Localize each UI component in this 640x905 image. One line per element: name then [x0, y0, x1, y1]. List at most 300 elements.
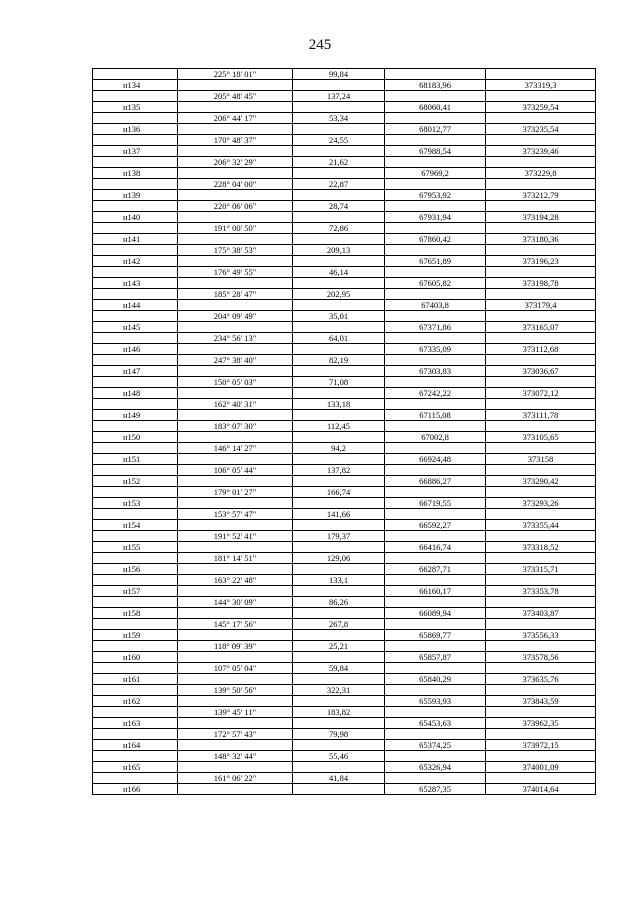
empty-cell — [93, 553, 178, 564]
segment-distance: 25,21 — [293, 641, 385, 652]
coordinate-x: 66719,55 — [385, 498, 486, 509]
empty-cell — [486, 179, 596, 190]
coordinates-table — [92, 68, 596, 795]
empty-cell — [293, 696, 385, 707]
segment-distance: 166,74 — [293, 487, 385, 498]
point-row — [93, 762, 596, 773]
empty-cell — [293, 124, 385, 135]
coordinate-y: 373355,44 — [486, 520, 596, 531]
empty-cell — [486, 289, 596, 300]
empty-cell — [293, 410, 385, 421]
empty-cell — [178, 454, 293, 465]
empty-cell — [486, 311, 596, 322]
point-name: н165 — [93, 762, 178, 773]
empty-cell — [178, 256, 293, 267]
point-name: н164 — [93, 740, 178, 751]
segment-distance: 22,87 — [293, 179, 385, 190]
empty-cell — [178, 586, 293, 597]
empty-cell — [385, 531, 486, 542]
empty-cell — [93, 685, 178, 696]
empty-cell — [93, 355, 178, 366]
point-name: н155 — [93, 542, 178, 553]
segment-distance: 82,19 — [293, 355, 385, 366]
segment-row — [93, 399, 596, 410]
empty-cell — [293, 608, 385, 619]
segment-angle: 234° 56' 13" — [178, 333, 293, 344]
empty-cell — [178, 300, 293, 311]
point-row — [93, 344, 596, 355]
empty-cell — [178, 498, 293, 509]
empty-cell — [178, 432, 293, 443]
segment-angle: 175° 38' 53" — [178, 245, 293, 256]
page-number: 245 — [308, 37, 332, 53]
point-row — [93, 80, 596, 91]
empty-cell — [178, 542, 293, 553]
point-row — [93, 410, 596, 421]
coordinate-y: 373319,3 — [486, 80, 596, 91]
coordinate-x: 67860,42 — [385, 234, 486, 245]
segment-row — [93, 531, 596, 542]
point-name: н152 — [93, 476, 178, 487]
point-name: н141 — [93, 234, 178, 245]
coordinate-y: 373165,07 — [486, 322, 596, 333]
segment-distance: 24,55 — [293, 135, 385, 146]
empty-cell — [178, 520, 293, 531]
segment-angle: 191° 52' 41" — [178, 531, 293, 542]
empty-cell — [293, 542, 385, 553]
coordinate-y: 373105,65 — [486, 432, 596, 443]
segment-row — [93, 575, 596, 586]
empty-cell — [178, 102, 293, 113]
segment-row — [93, 751, 596, 762]
empty-cell — [385, 201, 486, 212]
empty-cell — [293, 212, 385, 223]
coordinate-x: 68183,96 — [385, 80, 486, 91]
point-name: н150 — [93, 432, 178, 443]
segment-distance: 72,86 — [293, 223, 385, 234]
segment-row — [93, 267, 596, 278]
empty-cell — [178, 784, 293, 795]
empty-cell — [385, 707, 486, 718]
coordinate-y: 373239,46 — [486, 146, 596, 157]
empty-cell — [385, 245, 486, 256]
coordinate-y: 373315,71 — [486, 564, 596, 575]
point-name: н139 — [93, 190, 178, 201]
empty-cell — [93, 289, 178, 300]
empty-cell — [293, 168, 385, 179]
empty-cell — [293, 586, 385, 597]
segment-distance: 86,26 — [293, 597, 385, 608]
coordinate-x: 67931,94 — [385, 212, 486, 223]
empty-cell — [293, 652, 385, 663]
empty-cell — [178, 366, 293, 377]
empty-cell — [385, 553, 486, 564]
segment-distance: 137,24 — [293, 91, 385, 102]
segment-row — [93, 509, 596, 520]
empty-cell — [178, 344, 293, 355]
segment-distance: 71,08 — [293, 377, 385, 388]
empty-cell — [486, 135, 596, 146]
empty-cell — [385, 751, 486, 762]
empty-cell — [178, 168, 293, 179]
empty-cell — [385, 443, 486, 454]
coordinate-x: 67002,8 — [385, 432, 486, 443]
empty-cell — [385, 465, 486, 476]
coordinate-x: 67969,2 — [385, 168, 486, 179]
empty-cell — [178, 608, 293, 619]
empty-cell — [385, 663, 486, 674]
coordinate-x: 65857,87 — [385, 652, 486, 663]
point-row — [93, 608, 596, 619]
empty-cell — [178, 80, 293, 91]
empty-cell — [486, 619, 596, 630]
coordinate-y: 373353,78 — [486, 586, 596, 597]
empty-cell — [385, 509, 486, 520]
point-row — [93, 586, 596, 597]
segment-angle: 150° 05' 03" — [178, 377, 293, 388]
segment-angle: 148° 32' 44" — [178, 751, 293, 762]
segment-angle: 179° 01' 27" — [178, 487, 293, 498]
point-row — [93, 102, 596, 113]
coordinate-y: 373403,87 — [486, 608, 596, 619]
empty-cell — [293, 388, 385, 399]
segment-row — [93, 619, 596, 630]
point-row — [93, 146, 596, 157]
empty-cell — [293, 278, 385, 289]
segment-angle: 206° 44' 17" — [178, 113, 293, 124]
empty-cell — [486, 69, 596, 80]
empty-cell — [293, 322, 385, 333]
point-name: н154 — [93, 520, 178, 531]
coordinate-y: 374001,09 — [486, 762, 596, 773]
coordinate-x: 65869,77 — [385, 630, 486, 641]
empty-cell — [93, 421, 178, 432]
empty-cell — [93, 509, 178, 520]
segment-row — [93, 641, 596, 652]
empty-cell — [93, 179, 178, 190]
point-row — [93, 542, 596, 553]
empty-cell — [178, 410, 293, 421]
segment-distance: 55,46 — [293, 751, 385, 762]
empty-cell — [293, 762, 385, 773]
empty-cell — [93, 773, 178, 784]
empty-cell — [385, 619, 486, 630]
empty-cell — [486, 509, 596, 520]
coordinate-y: 373112,68 — [486, 344, 596, 355]
point-row — [93, 322, 596, 333]
empty-cell — [486, 443, 596, 454]
empty-cell — [293, 190, 385, 201]
coordinate-y: 373196,23 — [486, 256, 596, 267]
segment-distance: 64,01 — [293, 333, 385, 344]
empty-cell — [385, 311, 486, 322]
empty-cell — [93, 707, 178, 718]
segment-angle: 206° 32' 29" — [178, 157, 293, 168]
empty-cell — [293, 146, 385, 157]
segment-row — [93, 113, 596, 124]
empty-cell — [93, 597, 178, 608]
coordinate-y: 373212,79 — [486, 190, 596, 201]
segment-angle: 139° 50' 56" — [178, 685, 293, 696]
point-row — [93, 212, 596, 223]
point-name: н137 — [93, 146, 178, 157]
coordinate-y: 373158 — [486, 454, 596, 465]
segment-distance: 35,01 — [293, 311, 385, 322]
empty-cell — [486, 773, 596, 784]
segment-distance: 202,95 — [293, 289, 385, 300]
empty-cell — [178, 740, 293, 751]
empty-cell — [486, 377, 596, 388]
empty-cell — [178, 674, 293, 685]
empty-cell — [178, 476, 293, 487]
empty-cell — [293, 432, 385, 443]
segment-row — [93, 729, 596, 740]
point-name: н163 — [93, 718, 178, 729]
coordinate-y: 374014,64 — [486, 784, 596, 795]
segment-row — [93, 597, 596, 608]
point-name: н158 — [93, 608, 178, 619]
point-row — [93, 784, 596, 795]
empty-cell — [293, 520, 385, 531]
coordinate-x: 65840,29 — [385, 674, 486, 685]
segment-angle: 172° 57' 43" — [178, 729, 293, 740]
coordinates-table-body — [93, 69, 596, 795]
coordinate-x: 67953,92 — [385, 190, 486, 201]
point-row — [93, 630, 596, 641]
empty-cell — [385, 729, 486, 740]
coordinate-x: 65287,35 — [385, 784, 486, 795]
empty-cell — [486, 487, 596, 498]
empty-cell — [385, 421, 486, 432]
empty-cell — [486, 641, 596, 652]
coordinate-x: 66287,71 — [385, 564, 486, 575]
coordinate-x: 67605,82 — [385, 278, 486, 289]
coordinate-y: 373036,67 — [486, 366, 596, 377]
segment-angle: 118° 09' 39" — [178, 641, 293, 652]
empty-cell — [385, 113, 486, 124]
empty-cell — [385, 267, 486, 278]
empty-cell — [385, 575, 486, 586]
empty-cell — [486, 575, 596, 586]
empty-cell — [486, 201, 596, 212]
segment-angle: 153° 57' 47" — [178, 509, 293, 520]
point-name: н134 — [93, 80, 178, 91]
point-row — [93, 740, 596, 751]
segment-distance: 21,62 — [293, 157, 385, 168]
segment-distance: 41,84 — [293, 773, 385, 784]
segment-row — [93, 707, 596, 718]
point-name: н161 — [93, 674, 178, 685]
segment-row — [93, 223, 596, 234]
segment-distance: 137,82 — [293, 465, 385, 476]
segment-angle: 220° 06' 06" — [178, 201, 293, 212]
coordinate-x: 67403,8 — [385, 300, 486, 311]
segment-angle: 107° 05' 04" — [178, 663, 293, 674]
empty-cell — [385, 597, 486, 608]
coordinate-y: 373556,33 — [486, 630, 596, 641]
segment-row — [93, 443, 596, 454]
segment-row — [93, 465, 596, 476]
empty-cell — [93, 751, 178, 762]
empty-cell — [93, 201, 178, 212]
coordinate-x: 66089,94 — [385, 608, 486, 619]
empty-cell — [293, 476, 385, 487]
empty-cell — [178, 762, 293, 773]
empty-cell — [93, 157, 178, 168]
segment-row — [93, 91, 596, 102]
point-row — [93, 454, 596, 465]
point-row — [93, 256, 596, 267]
segment-row — [93, 333, 596, 344]
segment-angle: 183° 07' 30" — [178, 421, 293, 432]
segment-row — [93, 311, 596, 322]
empty-cell — [486, 355, 596, 366]
coordinate-x: 67335,09 — [385, 344, 486, 355]
coordinate-y: 373229,8 — [486, 168, 596, 179]
point-row — [93, 520, 596, 531]
empty-cell — [93, 641, 178, 652]
coordinate-x: 65326,94 — [385, 762, 486, 773]
empty-cell — [178, 212, 293, 223]
coordinate-x: 67651,89 — [385, 256, 486, 267]
segment-distance: 46,14 — [293, 267, 385, 278]
point-row — [93, 190, 596, 201]
segment-distance: 133,1 — [293, 575, 385, 586]
point-name: н143 — [93, 278, 178, 289]
empty-cell — [486, 707, 596, 718]
empty-cell — [486, 157, 596, 168]
segment-row — [93, 421, 596, 432]
segment-distance: 79,98 — [293, 729, 385, 740]
empty-cell — [385, 773, 486, 784]
segment-angle: 161° 06' 22" — [178, 773, 293, 784]
segment-angle: 247° 38' 40" — [178, 355, 293, 366]
empty-cell — [293, 784, 385, 795]
empty-cell — [486, 267, 596, 278]
point-name: н166 — [93, 784, 178, 795]
point-row — [93, 564, 596, 575]
empty-cell — [385, 641, 486, 652]
segment-angle: 181° 14' 51" — [178, 553, 293, 564]
empty-cell — [93, 113, 178, 124]
segment-row — [93, 157, 596, 168]
segment-distance: 59,84 — [293, 663, 385, 674]
point-name: н140 — [93, 212, 178, 223]
segment-angle: 225° 18' 01" — [178, 69, 293, 80]
coordinate-y: 373972,15 — [486, 740, 596, 751]
empty-cell — [293, 256, 385, 267]
point-name: н146 — [93, 344, 178, 355]
empty-cell — [486, 751, 596, 762]
segment-row — [93, 289, 596, 300]
point-row — [93, 234, 596, 245]
coordinate-x: 65593,93 — [385, 696, 486, 707]
empty-cell — [293, 102, 385, 113]
empty-cell — [486, 597, 596, 608]
segment-distance: 94,2 — [293, 443, 385, 454]
coordinate-y: 373072,12 — [486, 388, 596, 399]
coordinate-x: 66886,27 — [385, 476, 486, 487]
empty-cell — [293, 718, 385, 729]
segment-angle: 145° 17' 56" — [178, 619, 293, 630]
segment-angle: 139° 45' 11" — [178, 707, 293, 718]
segment-angle: 170° 48' 37" — [178, 135, 293, 146]
empty-cell — [93, 575, 178, 586]
empty-cell — [178, 630, 293, 641]
empty-cell — [178, 146, 293, 157]
point-row — [93, 124, 596, 135]
coordinate-y: 373290,42 — [486, 476, 596, 487]
point-name: н145 — [93, 322, 178, 333]
empty-cell — [385, 399, 486, 410]
point-name: н147 — [93, 366, 178, 377]
empty-cell — [93, 245, 178, 256]
empty-cell — [93, 531, 178, 542]
coordinate-x: 66160,17 — [385, 586, 486, 597]
empty-cell — [93, 465, 178, 476]
empty-cell — [178, 388, 293, 399]
empty-cell — [385, 289, 486, 300]
point-row — [93, 652, 596, 663]
point-row — [93, 366, 596, 377]
empty-cell — [486, 91, 596, 102]
empty-cell — [93, 619, 178, 630]
segment-distance: 133,18 — [293, 399, 385, 410]
empty-cell — [293, 740, 385, 751]
coordinate-x: 68060,41 — [385, 102, 486, 113]
point-row — [93, 300, 596, 311]
segment-row — [93, 355, 596, 366]
empty-cell — [93, 267, 178, 278]
point-row — [93, 388, 596, 399]
empty-cell — [486, 399, 596, 410]
segment-angle: 185° 28' 47" — [178, 289, 293, 300]
point-row — [93, 696, 596, 707]
segment-row — [93, 179, 596, 190]
point-name: н160 — [93, 652, 178, 663]
empty-cell — [385, 157, 486, 168]
empty-cell — [93, 487, 178, 498]
point-row — [93, 498, 596, 509]
empty-cell — [93, 729, 178, 740]
coordinate-y: 373259,54 — [486, 102, 596, 113]
empty-cell — [93, 333, 178, 344]
empty-cell — [93, 91, 178, 102]
point-row — [93, 168, 596, 179]
empty-cell — [293, 498, 385, 509]
empty-cell — [178, 718, 293, 729]
point-name: н153 — [93, 498, 178, 509]
segment-angle: 204° 09' 49" — [178, 311, 293, 322]
coordinate-x: 67371,86 — [385, 322, 486, 333]
empty-cell — [178, 124, 293, 135]
empty-cell — [486, 531, 596, 542]
point-row — [93, 432, 596, 443]
segment-angle: 162° 40' 31" — [178, 399, 293, 410]
point-row — [93, 674, 596, 685]
segment-row — [93, 663, 596, 674]
coordinate-y: 373235,54 — [486, 124, 596, 135]
empty-cell — [486, 465, 596, 476]
coordinate-y: 373198,78 — [486, 278, 596, 289]
segment-angle: 228° 04' 00" — [178, 179, 293, 190]
point-name: н136 — [93, 124, 178, 135]
segment-row — [93, 245, 596, 256]
empty-cell — [385, 685, 486, 696]
empty-cell — [486, 553, 596, 564]
coordinate-y: 373962,35 — [486, 718, 596, 729]
coordinate-y: 373843,59 — [486, 696, 596, 707]
